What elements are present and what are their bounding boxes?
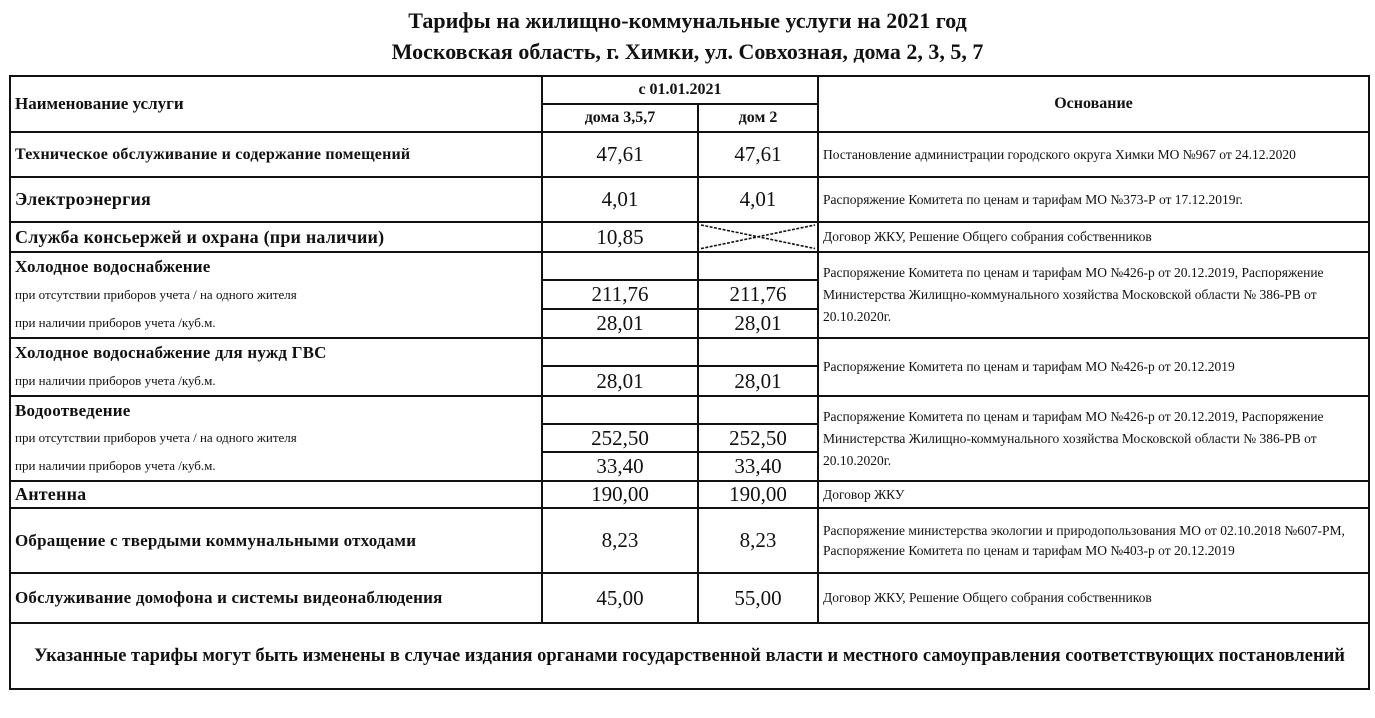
service-subitem: при наличии приборов учета /куб.м.: [10, 366, 542, 396]
header-date: с 01.01.2021: [542, 76, 818, 104]
tariff-value: 28,01: [542, 309, 698, 338]
table-row: [10, 508, 1369, 573]
basis-text: Договор ЖКУ, Решение Общего собрания собственников: [818, 222, 1369, 252]
tariff-value: 190,00: [542, 481, 698, 508]
tariff-value-empty: [542, 252, 698, 280]
service-name: Техническое обслуживание и содержание помещений: [10, 132, 542, 177]
basis-text: Распоряжение Комитета по ценам и тарифам МО №426-р от 20.12.2019, Распоряжение Министерства Жилищно-коммунального хозяйства Московской области № 386-РВ от 20.10.2020г.: [818, 252, 1369, 338]
service-subitem: при наличии приборов учета /куб.м.: [10, 452, 542, 481]
basis-text: Распоряжение Комитета по ценам и тарифам МО №426-р от 20.12.2019: [818, 338, 1369, 396]
basis-text: Распоряжение Комитета по ценам и тарифам МО №373-Р от 17.12.2019г.: [818, 177, 1369, 222]
tariff-value: 8,23: [542, 508, 698, 573]
tariff-value: 252,50: [698, 424, 818, 452]
service-name: Электроэнергия: [10, 177, 542, 222]
tariff-value-empty: [698, 252, 818, 280]
tariff-value: 10,85: [542, 222, 698, 252]
document-subtitle: Московская область, г. Химки, ул. Совхозная, дома 2, 3, 5, 7: [391, 39, 984, 64]
header-col-house-2: дом 2: [698, 104, 818, 132]
tariff-value: 55,00: [698, 573, 818, 623]
basis-text: Постановление администрации городского округа Химки МО №967 от 24.12.2020: [818, 132, 1369, 177]
tariff-value: 252,50: [542, 424, 698, 452]
not-applicable-cross: [698, 222, 818, 252]
header-service-name: Наименование услуги: [10, 76, 542, 132]
tariff-value: 8,23: [698, 508, 818, 573]
tariff-value: 47,61: [698, 132, 818, 177]
table-row: [10, 338, 1369, 366]
service-name: Антенна: [10, 481, 542, 508]
service-subitem: при отсутствии приборов учета / на одного жителя: [10, 280, 542, 309]
table-row: [10, 573, 1369, 623]
tariff-value: 45,00: [542, 573, 698, 623]
tariff-value: 4,01: [698, 177, 818, 222]
tariffs-table: [9, 75, 1370, 690]
basis-text: Распоряжение Комитета по ценам и тарифам МО №426-р от 20.12.2019, Распоряжение Министерства Жилищно-коммунального хозяйства Московской области № 386-РВ от 20.10.2020г.: [818, 396, 1369, 481]
tariff-value-empty: [542, 338, 698, 366]
tariff-value-empty: [698, 338, 818, 366]
table-row: [10, 396, 1369, 424]
tariff-value: 33,40: [698, 452, 818, 481]
basis-text: Договор ЖКУ, Решение Общего собрания собственников: [818, 573, 1369, 623]
tariff-value: 190,00: [698, 481, 818, 508]
table-row: [10, 177, 1369, 222]
service-subitem: при отсутствии приборов учета / на одного жителя: [10, 424, 542, 452]
header-basis: Основание: [818, 76, 1369, 132]
tariff-value: 4,01: [542, 177, 698, 222]
header-col-houses-357: дома 3,5,7: [542, 104, 698, 132]
service-name: Служба консьержей и охрана (при наличии): [10, 222, 542, 252]
tariff-value: 28,01: [698, 366, 818, 396]
table-row: [10, 252, 1369, 280]
tariff-value: 211,76: [698, 280, 818, 309]
service-name: Обращение с твердыми коммунальными отходами: [10, 508, 542, 573]
tariff-value: 47,61: [542, 132, 698, 177]
service-name: Холодное водоснабжение для нужд ГВС: [10, 338, 542, 366]
service-name: Холодное водоснабжение: [10, 252, 542, 280]
cross-icon: [699, 223, 817, 251]
service-name: Водоотведение: [10, 396, 542, 424]
table-row: [10, 481, 1369, 508]
tariff-value-empty: [542, 396, 698, 424]
basis-text: Распоряжение министерства экологии и природопользования МО от 02.10.2018 №607-РМ, Распоряжение Комитета по ценам и тарифам МО №403-р от 20.12.2019: [818, 508, 1369, 573]
tariff-value: 28,01: [698, 309, 818, 338]
footer-row: [10, 623, 1369, 689]
table-row: [10, 222, 1369, 252]
tariff-value: 28,01: [542, 366, 698, 396]
service-subitem: при наличии приборов учета /куб.м.: [10, 309, 542, 338]
basis-text: Договор ЖКУ: [818, 481, 1369, 508]
tariff-value: 211,76: [542, 280, 698, 309]
tariff-value: 33,40: [542, 452, 698, 481]
table-row: [10, 132, 1369, 177]
service-name: Обслуживание домофона и системы видеонаблюдения: [10, 573, 542, 623]
document-title: Тарифы на жилищно-коммунальные услуги на 2021 год: [408, 8, 967, 33]
header-row: [10, 76, 1369, 104]
tariff-value-empty: [698, 396, 818, 424]
footer-note: Указанные тарифы могут быть изменены в случае издания органами государственной власти и местного самоуправления соответствующих постановлений: [10, 623, 1369, 689]
